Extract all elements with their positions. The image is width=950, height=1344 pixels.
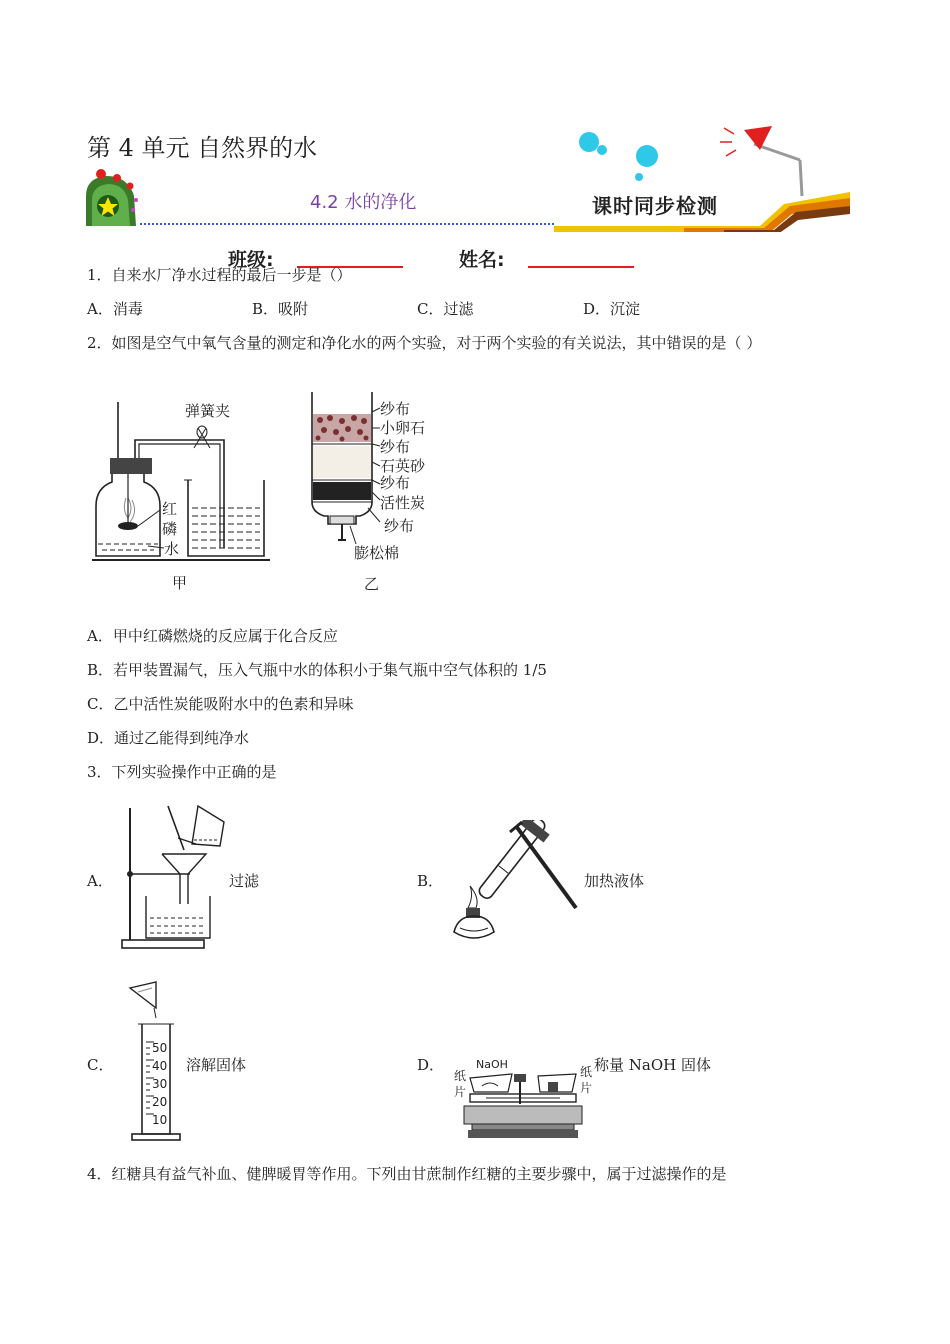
label-paper-right-2: 片 — [580, 1081, 593, 1095]
q2-option-b[interactable]: B．若甲装置漏气，压入气瓶中水的体积小于集气瓶中空气体积的 1/5 — [87, 661, 547, 679]
header-banner — [84, 120, 854, 232]
heating-diagram — [450, 820, 586, 956]
cylinder-mark-30: 30 — [152, 1077, 168, 1091]
label-paper-left-2: 片 — [454, 1085, 467, 1099]
label-spring-clip: 弹簧夹 — [185, 402, 231, 420]
label-gauze-3: 纱布 — [380, 474, 411, 492]
q1-option-d[interactable]: D．沉淀 — [583, 300, 641, 318]
banner-text: 课时同步检测 — [592, 194, 718, 218]
name-label: 姓名: — [459, 249, 505, 271]
q3-option-a-letter[interactable]: A． — [87, 872, 113, 890]
cylinder-mark-10: 10 — [152, 1113, 168, 1127]
question-1-stem: 1．自来水厂净水过程的最后一步是（） — [87, 266, 352, 284]
label-water: 水 — [164, 540, 180, 558]
q1-option-b[interactable]: B．吸附 — [252, 300, 309, 318]
q3-option-c-caption: 溶解固体 — [186, 1056, 247, 1074]
q3-option-b-letter[interactable]: B． — [417, 872, 444, 890]
q3-option-b-caption: 加热液体 — [584, 872, 645, 890]
q2-option-c[interactable]: C．乙中活性炭能吸附水中的色素和异味 — [87, 695, 354, 713]
cylinder-mark-40: 40 — [152, 1059, 168, 1073]
label-gauze-2: 纱布 — [380, 438, 411, 456]
q3-option-c-letter[interactable]: C． — [87, 1056, 114, 1074]
question-4-stem: 4．红糖具有益气补血、健脾暖胃等作用。下列由甘蔗制作红糖的主要步骤中，属于过滤操作的是 — [87, 1165, 727, 1183]
label-phosphorus: 磷 — [162, 520, 178, 538]
filtration-diagram — [118, 800, 230, 956]
q2-option-a[interactable]: A．甲中红磷燃烧的反应属于化合反应 — [87, 627, 338, 645]
lesson-title: 4.2 水的净化 — [310, 192, 417, 213]
label-gauze-1: 纱布 — [380, 400, 411, 418]
q3-option-d-caption: 称量 NaOH 固体 — [594, 1056, 711, 1074]
cylinder-mark-20: 20 — [152, 1095, 168, 1109]
label-paper-right-1: 纸 — [580, 1065, 593, 1079]
figure-yi — [300, 388, 450, 596]
lamp-icon — [720, 126, 802, 196]
figure-yi-caption: 乙 — [364, 575, 380, 593]
balance-diagram — [450, 1052, 596, 1142]
class-label: 班级: — [228, 249, 274, 271]
q1-option-a[interactable]: A．消毒 — [87, 300, 143, 318]
q1-option-c[interactable]: C．过滤 — [417, 300, 474, 318]
figure-jia — [88, 388, 278, 596]
label-cotton: 膨松棉 — [354, 544, 400, 562]
q3-option-a-caption: 过滤 — [229, 872, 260, 890]
label-gauze-4: 纱布 — [384, 517, 415, 535]
label-activated-carbon: 活性炭 — [380, 494, 426, 512]
spring-clip-icon — [194, 426, 210, 448]
label-naoh: NaOH — [476, 1058, 508, 1071]
q2-option-d[interactable]: D．通过乙能得到纯净水 — [87, 729, 250, 747]
badge-icon — [86, 169, 138, 226]
cylinder-diagram — [124, 980, 186, 1144]
question-2-stem: 2．如图是空气中氧气含量的测定和净化水的两个实验，对于两个实验的有关说法，其中错误的是（ ） — [87, 334, 762, 352]
question-3-stem: 3．下列实验操作中正确的是 — [87, 763, 277, 781]
cylinder-mark-50: 50 — [152, 1041, 168, 1055]
unit-title: 第 4 单元 自然界的水 — [87, 134, 318, 162]
label-paper-left-1: 纸 — [454, 1069, 467, 1083]
q3-option-d-letter[interactable]: D． — [417, 1056, 445, 1074]
figure-jia-caption: 甲 — [172, 574, 188, 592]
label-red: 红 — [162, 500, 178, 518]
label-quartz-sand: 石英砂 — [380, 457, 426, 475]
name-field[interactable] — [528, 266, 634, 268]
label-pebbles: 小卵石 — [380, 419, 426, 437]
